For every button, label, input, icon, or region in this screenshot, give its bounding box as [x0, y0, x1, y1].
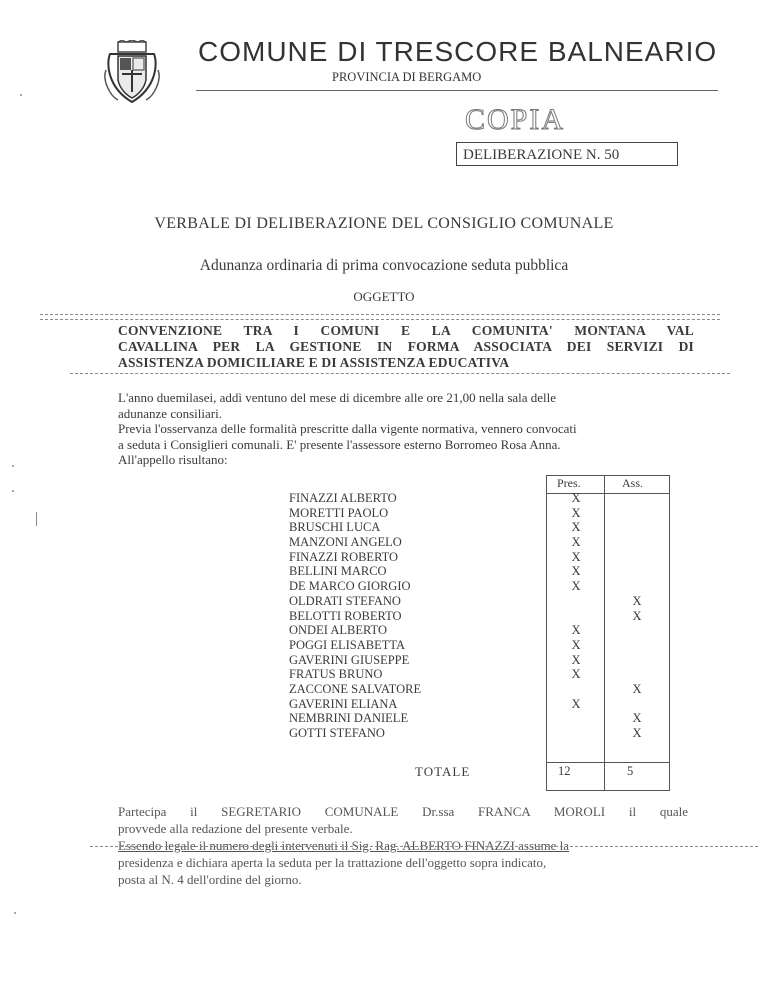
absent-mark: X — [632, 711, 642, 726]
scan-speck — [12, 490, 14, 492]
member-name: DE MARCO GIORGIO — [289, 579, 411, 594]
closing-line: posta al N. 4 dell'ordine del giorno. — [118, 872, 302, 887]
present-mark: X — [571, 505, 581, 520]
closing-line: provvede alla redazione del presente verbale. — [118, 821, 353, 836]
intro-line: adunanze consiliari. — [118, 405, 222, 421]
absent-mark — [627, 564, 647, 579]
closing-line: Essendo legale il numero degli intervenuti il Sig. Rag. ALBERTO FINAZZI assume la — [118, 838, 570, 853]
present-column-header: Pres. — [557, 476, 581, 490]
subject-line: ASSISTENZA DOMICILIARE E DI ASSISTENZA EDUCATIVA — [118, 355, 510, 370]
present-mark: X — [571, 491, 581, 505]
absent-column-header: Ass. — [622, 476, 644, 490]
scan-speck — [14, 912, 16, 914]
closing-line: Partecipa il SEGRETARIO COMUNALE Dr.ssa FRANCA MOROLI il quale — [118, 804, 688, 819]
absent-mark — [627, 697, 647, 712]
session-description: Adunanza ordinaria di prima convocazione seduta pubblica — [199, 257, 569, 274]
absent-mark — [627, 653, 647, 668]
municipality-title: COMUNE DI TRESCORE BALNEARIO — [198, 36, 718, 67]
closing-line: presidenza e dichiara aperta la seduta per la trattazione dell'oggetto sopra indicato, — [118, 855, 547, 870]
absent-mark — [627, 623, 647, 638]
absent-mark — [627, 579, 647, 594]
present-mark — [566, 594, 586, 609]
intro-line: Previa l'osservanza delle formalità prescritte dalla vigente normativa, vennero convocati — [118, 421, 577, 436]
total-present: 12 — [558, 764, 571, 778]
member-name: ONDEI ALBERTO — [289, 623, 387, 638]
absent-mark — [627, 667, 647, 682]
absent-mark — [627, 535, 647, 550]
scan-speck — [20, 94, 22, 96]
intro-line: All'appello risultano: — [118, 452, 228, 467]
present-mark: X — [571, 637, 581, 652]
closing-strike-rule — [90, 846, 758, 847]
absent-mark: X — [632, 593, 642, 608]
copy-stamp: COPIA — [465, 103, 566, 136]
intro-paragraph — [118, 390, 678, 468]
present-mark: X — [571, 535, 581, 550]
scan-speck — [12, 465, 14, 467]
member-name: GAVERINI GIUSEPPE — [289, 652, 410, 667]
absent-mark — [627, 506, 647, 521]
intro-line: L'anno duemilasei, addì ventuno del mese di dicembre alle ore 21,00 nella sala delle — [118, 390, 557, 405]
scan-mark — [36, 512, 37, 526]
absent-mark — [627, 520, 647, 535]
subject-top-rule — [40, 314, 720, 315]
member-names-list — [289, 491, 421, 741]
member-name: POGGI ELISABETTA — [289, 637, 406, 652]
attendance-header-divider — [546, 493, 670, 494]
member-name: GOTTI STEFANO — [289, 726, 385, 740]
present-mark: X — [571, 667, 581, 682]
province-name: PROVINCIA DI BERGAMO — [332, 70, 482, 84]
subject-line: CAVALLINA PER LA GESTIONE IN FORMA ASSOCIATA DEI SERVIZI DI — [118, 339, 694, 354]
document-heading: VERBALE DI DELIBERAZIONE DEL CONSIGLIO COMUNALE — [154, 215, 614, 232]
absent-mark — [627, 550, 647, 565]
member-name: FRATUS BRUNO — [289, 667, 383, 682]
attendance-table-frame — [546, 475, 670, 791]
member-name: BELLINI MARCO — [289, 564, 387, 579]
member-name: BRUSCHI LUCA — [289, 520, 381, 535]
present-mark — [566, 726, 586, 741]
member-name: FINAZZI ALBERTO — [289, 491, 397, 505]
member-name: FINAZZI ROBERTO — [289, 549, 399, 564]
absent-marks-column — [627, 491, 647, 741]
absent-mark: X — [632, 726, 642, 740]
deliberation-number-box: DELIBERAZIONE N. 50 — [456, 142, 678, 166]
present-mark: X — [571, 579, 581, 594]
absent-mark: X — [632, 681, 642, 696]
total-absent: 5 — [627, 764, 634, 778]
present-mark: X — [571, 520, 581, 535]
subject-top-rule-2 — [40, 319, 720, 320]
present-mark: X — [571, 652, 581, 667]
total-label: TOTALE — [415, 764, 471, 779]
present-mark — [566, 682, 586, 697]
present-mark: X — [571, 549, 581, 564]
member-name: BELOTTI ROBERTO — [289, 608, 402, 623]
member-name: OLDRATI STEFANO — [289, 593, 401, 608]
header-divider — [196, 90, 718, 91]
attendance-total-divider — [546, 762, 670, 763]
present-marks-column — [566, 491, 586, 741]
member-name: MORETTI PAOLO — [289, 505, 389, 520]
present-mark — [566, 711, 586, 726]
subject-label: OGGETTO — [353, 289, 415, 304]
intro-line: a seduta i Consiglieri comunali. E' presente l'assessore esterno Borromeo Rosa Anna. — [118, 436, 561, 452]
absent-mark — [627, 638, 647, 653]
absent-mark — [627, 491, 647, 506]
attendance-column-divider — [604, 475, 605, 791]
municipal-crest-icon — [104, 40, 160, 106]
subject-line: CONVENZIONE TRA I COMUNI E LA COMUNITA' MONTANA VAL — [118, 323, 694, 338]
member-name: MANZONI ANGELO — [289, 535, 402, 550]
member-name: NEMBRINI DANIELE — [289, 711, 409, 726]
subject-text — [118, 323, 694, 371]
present-mark — [566, 609, 586, 624]
present-mark: X — [571, 623, 581, 638]
subject-bottom-rule — [70, 373, 730, 374]
absent-mark: X — [632, 608, 642, 623]
present-mark: X — [571, 696, 581, 711]
member-name: GAVERINI ELIANA — [289, 696, 398, 711]
member-name: ZACCONE SALVATORE — [289, 681, 422, 696]
present-mark: X — [571, 564, 581, 579]
